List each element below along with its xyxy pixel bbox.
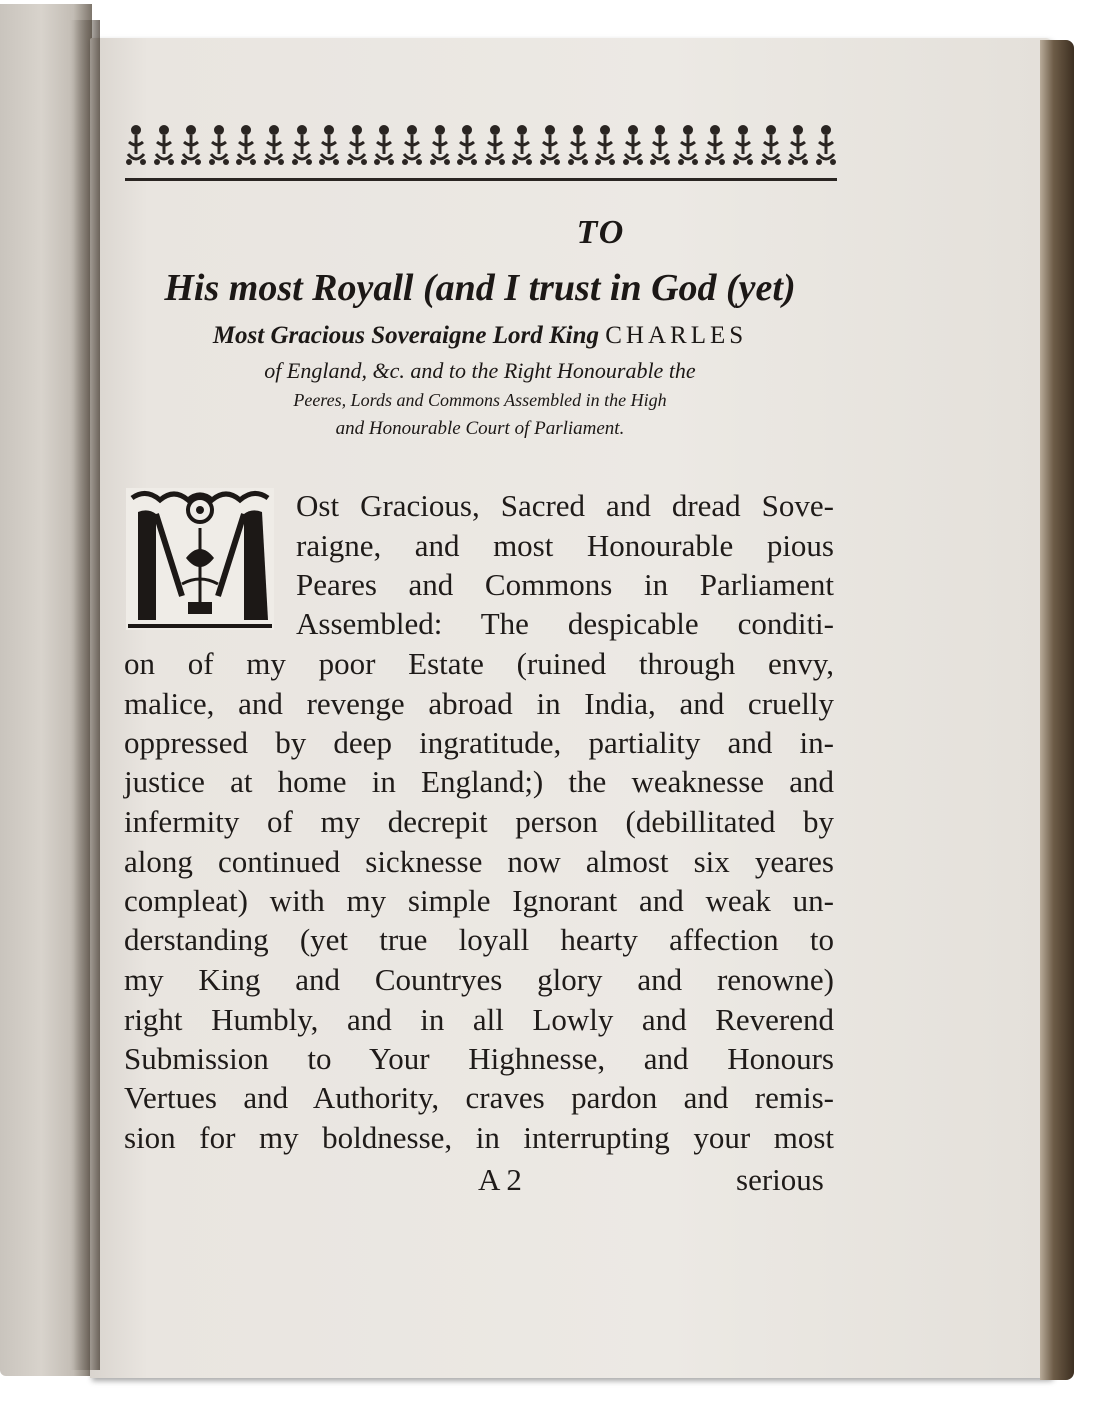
dedication-line-1: His most Royall (and I trust in God (yet) <box>164 267 796 309</box>
dedication-line-3: of England, &c. and to the Right Honourable the <box>264 358 696 383</box>
fleuron-icon <box>153 124 175 175</box>
fleuron-icon <box>401 124 423 175</box>
fleuron-icon <box>456 124 478 175</box>
head-ornament-band <box>125 124 837 174</box>
body-line: raigne, and most Honourable pious <box>296 528 834 563</box>
body-line: Vertues and Authority, craves pardon and remis- <box>124 1080 834 1115</box>
fleuron-icon <box>787 124 809 175</box>
fleuron-icon <box>704 124 726 175</box>
fleuron-icon <box>263 124 285 175</box>
fleuron-icon <box>180 124 202 175</box>
fleuron-icon <box>594 124 616 175</box>
body-line: on of my poor Estate (ruined through envy, <box>124 646 834 681</box>
fleuron-icon <box>291 124 313 175</box>
body-line: Assembled: The despicable conditi- <box>296 606 834 641</box>
body-line: my King and Countryes glory and renowne) <box>124 962 834 997</box>
body-line: justice at home in England;) the weaknesse and <box>124 764 834 799</box>
body-line: compleat) with my simple Ignorant and weak un- <box>124 883 834 918</box>
body-line: Ost Gracious, Sacred and dread Sove- <box>296 488 834 523</box>
fleuron-icon <box>732 124 754 175</box>
fleuron-icon <box>346 124 368 175</box>
body-line: right Humbly, and in all Lowly and Reverend <box>124 1002 834 1037</box>
fleuron-icon <box>235 124 257 175</box>
dedication-line-4: Peeres, Lords and Commons Assembled in the High <box>293 390 667 410</box>
signature-mark: A 2 <box>478 1162 522 1197</box>
fleuron-icon <box>815 124 837 175</box>
fleuron-icon <box>649 124 671 175</box>
dedication-line-2-text: Most Gracious Soveraigne Lord King <box>212 322 599 349</box>
catchword: serious <box>736 1162 824 1197</box>
fleuron-icon <box>429 124 451 175</box>
fleuron-icon <box>677 124 699 175</box>
fleuron-icon <box>760 124 782 175</box>
fleuron-icon <box>125 124 147 175</box>
dedication-line-2 <box>110 322 850 350</box>
head-rule <box>125 178 837 181</box>
body-line: along continued sicknesse now almost six yeares <box>124 844 834 879</box>
fleuron-icon <box>567 124 589 175</box>
body-line: malice, and revenge abroad in India, and cruelly <box>124 686 834 721</box>
body-line: infermity of my decrepit person (debillitated by <box>124 804 834 839</box>
body-line: derstanding (yet true loyall hearty affection to <box>124 922 834 957</box>
fleuron-icon <box>484 124 506 175</box>
body-line: Peares and Commons in Parliament <box>296 567 834 602</box>
fleuron-icon <box>318 124 340 175</box>
fleuron-icon <box>208 124 230 175</box>
dedication-to: TO <box>576 214 626 251</box>
fleuron-icon <box>622 124 644 175</box>
dedication-line-5: and Honourable Court of Parliament. <box>335 418 625 439</box>
decorated-initial-m <box>126 488 274 630</box>
fleuron-icon <box>373 124 395 175</box>
body-line: oppressed by deep ingratitude, partiality and in- <box>124 725 834 760</box>
fleuron-icon <box>539 124 561 175</box>
body-line: Submission to Your Highnesse, and Honours <box>124 1041 834 1076</box>
body-line: sion for my boldnesse, in interrupting your most <box>124 1120 834 1155</box>
fleuron-icon <box>511 124 533 175</box>
king-name: CHARLES <box>605 322 748 349</box>
